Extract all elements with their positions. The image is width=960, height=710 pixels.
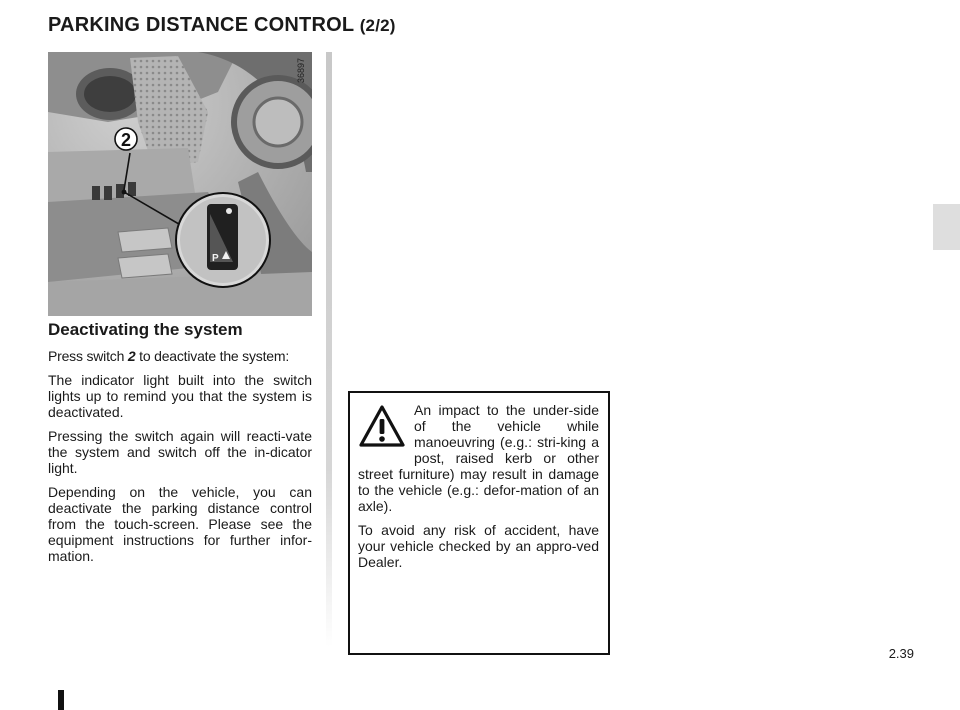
dashboard-illustration (48, 52, 312, 316)
switch-reference: 2 (127, 348, 136, 364)
lead-text: Press switch (48, 348, 128, 364)
page-number: 2.39 (888, 646, 914, 661)
switch-symbol: P (212, 253, 219, 264)
body-paragraph: Pressing the switch again will reacti-vate the system and switch off the in-dicator light. (48, 428, 312, 476)
lead-paragraph (48, 348, 312, 364)
warning-triangle-icon (358, 402, 406, 450)
callout-label: 2 (120, 130, 132, 150)
page-subtitle: (2/2) (359, 16, 396, 35)
lead-text-end: to deactivate the system: (135, 348, 290, 364)
section-heading: Deactivating the system (48, 320, 243, 339)
warning-paragraph: To avoid any risk of accident, have your vehicle checked by an appro-ved Dealer. (358, 522, 599, 570)
figure-number: 36897 (296, 58, 306, 84)
column-divider (326, 52, 332, 647)
chapter-tab (933, 204, 960, 250)
page-title (48, 14, 396, 37)
warning-box (348, 391, 610, 655)
body-paragraph: Depending on the vehicle, you can deactivate the parking distance control from the touch-screen. Please see the equipment instructions for further infor-mation. (48, 484, 312, 564)
deactivation-section (48, 320, 312, 572)
dashboard-drawing (48, 52, 312, 316)
page-title-text: PARKING DISTANCE CONTROL (48, 14, 354, 36)
body-paragraph: The indicator light built into the switch lights up to remind you that the system is deactivated. (48, 372, 312, 420)
warning-paragraph: An impact to the under-side of the vehicle while manoeuvring (e.g.: stri-king a post, raised kerb or other street furniture) may result in damage to the vehicle (e.g.: defor-mation of an axle). (358, 402, 599, 514)
corner-mark (58, 690, 64, 710)
